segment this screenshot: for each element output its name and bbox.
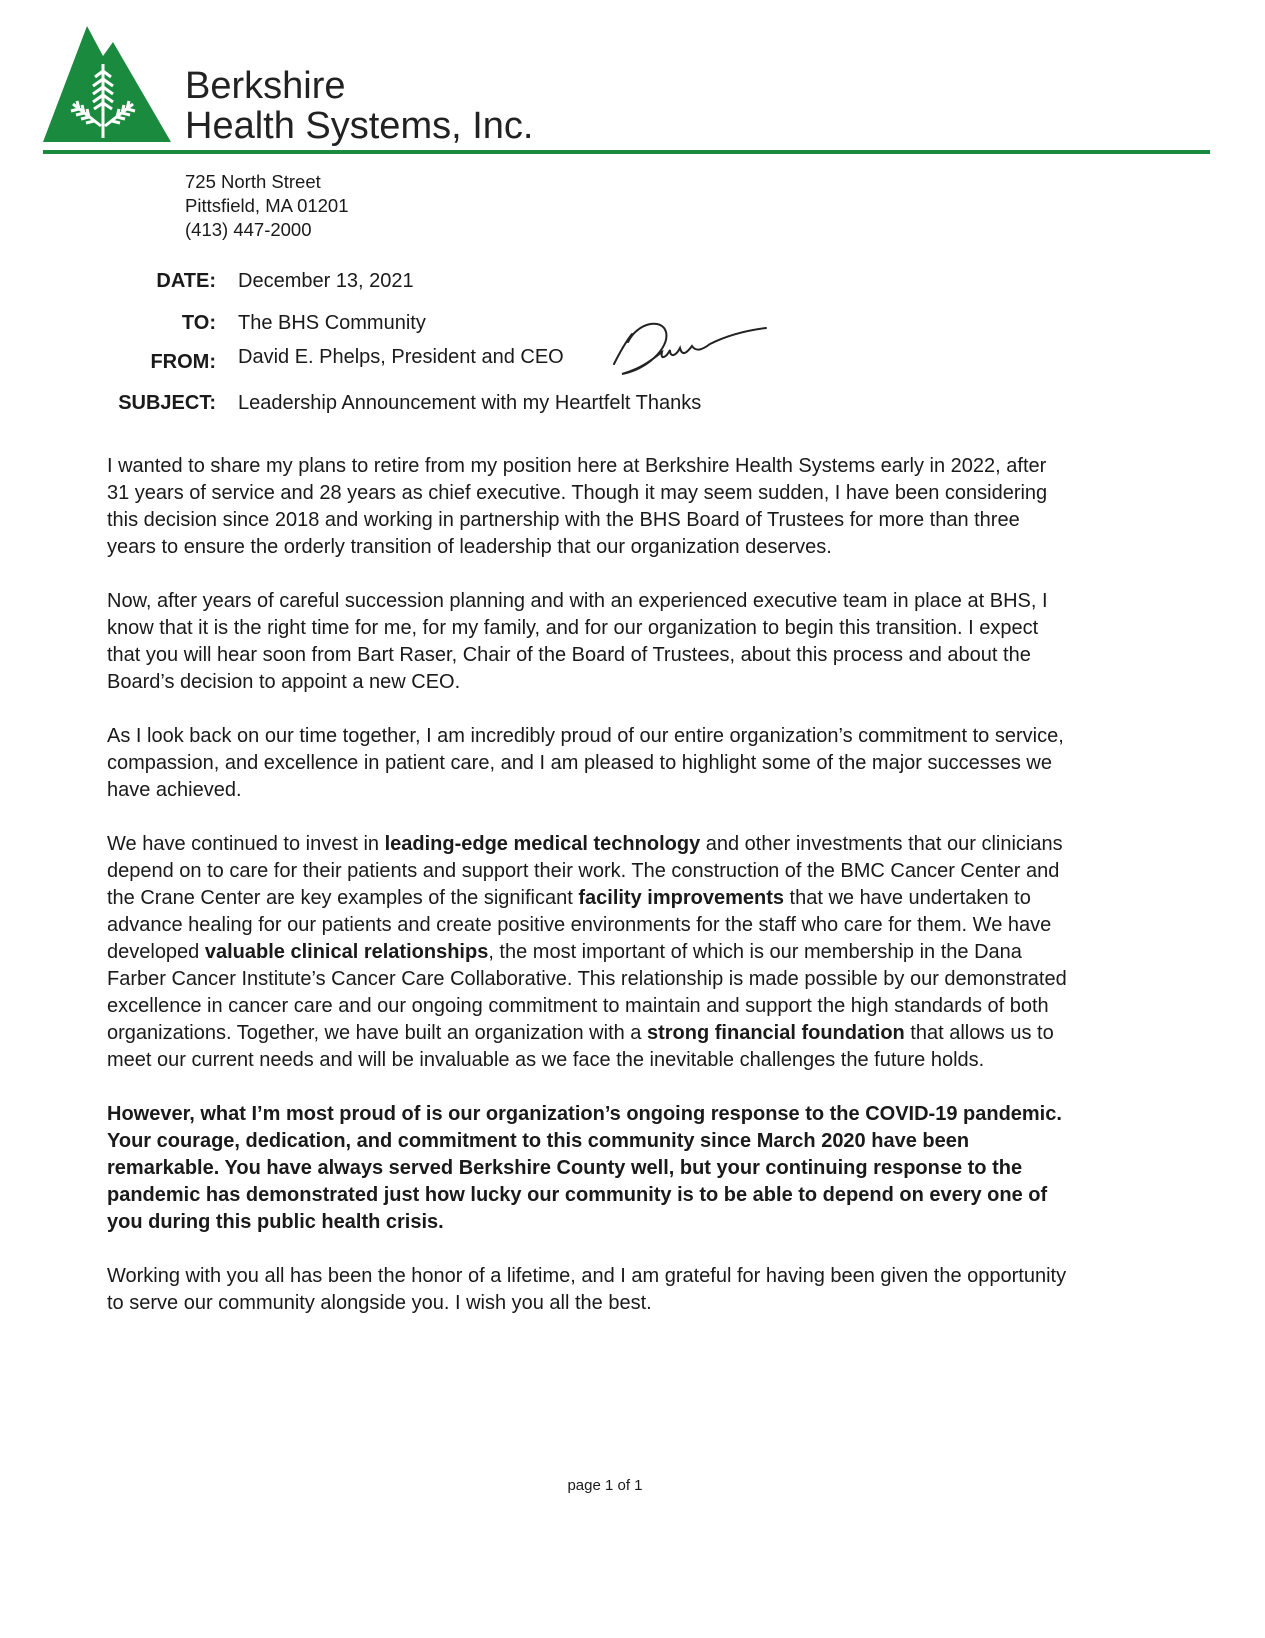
text-segment: Working with you all has been the honor of a lifetime, and I am grateful for having been given the opportunity to serve our community alongside you. I wish you all the best. (107, 1265, 1067, 1314)
bold-text: However, what I’m most proud of is our organization’s ongoing response to the COVID-19 pandemic. Your courage, dedication, and commitment to this community since March 2020 have been remarkable. You have always served Berkshire County well, but your continuing response to the pandemic has demonstrated just how lucky our community is to be able to depend on every one of you during this public health crisis. (107, 1103, 1062, 1233)
bold-text: strong financial foundation (646, 1022, 905, 1044)
memo-from-row (0, 346, 564, 374)
address-city: Pittsfield, MA 01201 (185, 195, 349, 216)
org-name-line1: Berkshire (185, 65, 346, 107)
text-segment: and other investments that our clinicians depend on to care for their patients and support their work. The construction of the BMC Cancer Center and the Crane Center are key examples of the significant (107, 833, 1063, 909)
address-block (185, 170, 349, 242)
body-paragraph (107, 831, 1069, 1074)
pine-mountain-logo-icon (43, 26, 171, 144)
memo-subject-row (0, 392, 701, 415)
org-name-line2: Health Systems, Inc. (185, 105, 534, 147)
memo-to-row (0, 312, 426, 335)
memo-date-row (0, 270, 414, 293)
body-paragraph (107, 1101, 1069, 1236)
from-label: FROM: (150, 351, 216, 373)
body-paragraph (107, 453, 1069, 561)
date-label: DATE: (156, 270, 216, 292)
letter-body (107, 453, 1069, 1344)
text-segment: that we have undertaken to advance healing for our patients and create positive environments for the staff who care for them. We have developed (107, 887, 1052, 963)
text-segment: We have continued to invest in (107, 833, 385, 855)
to-label: TO: (181, 312, 216, 334)
body-paragraph (107, 723, 1069, 804)
subject-value: Leadership Announcement with my Heartfelt Thanks (238, 392, 702, 414)
from-value: David E. Phelps, President and CEO (238, 346, 564, 368)
text-segment: I wanted to share my plans to retire from my position here at Berkshire Health Systems early in 2022, after 31 years of service and 28 years as chief executive. Though it may seem sudden, I have been considering this decision since 2018 and working in partnership with the BHS Board of Trustees for more than three years to ensure the orderly transition of leadership that our organization deserves. (107, 455, 1048, 558)
address-phone: (413) 447-2000 (185, 219, 312, 240)
date-value: December 13, 2021 (238, 270, 414, 292)
page-number: page 1 of 1 (567, 1477, 643, 1494)
signature-image (610, 312, 775, 382)
text-segment: , the most important of which is our membership in the Dana Farber Cancer Institute’s Cancer Care Collaborative. This relationship is made possible by our demonstrated excellence in cancer care and our ongoing commitment to maintain and support the high standards of both organizations. Together, we have built an organization with a (107, 941, 1067, 1044)
bold-text: facility improvements (578, 887, 784, 909)
body-paragraph (107, 588, 1069, 696)
bold-text: leading-edge medical technology (384, 833, 701, 855)
text-segment: Now, after years of careful succession planning and with an experienced executive team in place at BHS, I know that it is the right time for me, for my family, and for our organization to begin this transition. I expect that you will hear soon from Bart Raser, Chair of the Board of Trustees, about this process and about the Board’s decision to appoint a new CEO. (107, 590, 1048, 693)
header-divider (43, 150, 1210, 154)
body-paragraph (107, 1263, 1069, 1317)
to-value: The BHS Community (238, 312, 426, 334)
subject-label: SUBJECT: (118, 392, 216, 414)
text-segment: As I look back on our time together, I am incredibly proud of our entire organization’s commitment to service, compassion, and excellence in patient care, and I am pleased to highlight some of the major successes we have achieved. (107, 725, 1064, 801)
text-segment: that allows us to meet our current needs and will be invaluable as we face the inevitable challenges the future holds. (107, 1022, 1054, 1071)
address-street: 725 North Street (185, 171, 321, 192)
bold-text: valuable clinical relationships (204, 941, 489, 963)
